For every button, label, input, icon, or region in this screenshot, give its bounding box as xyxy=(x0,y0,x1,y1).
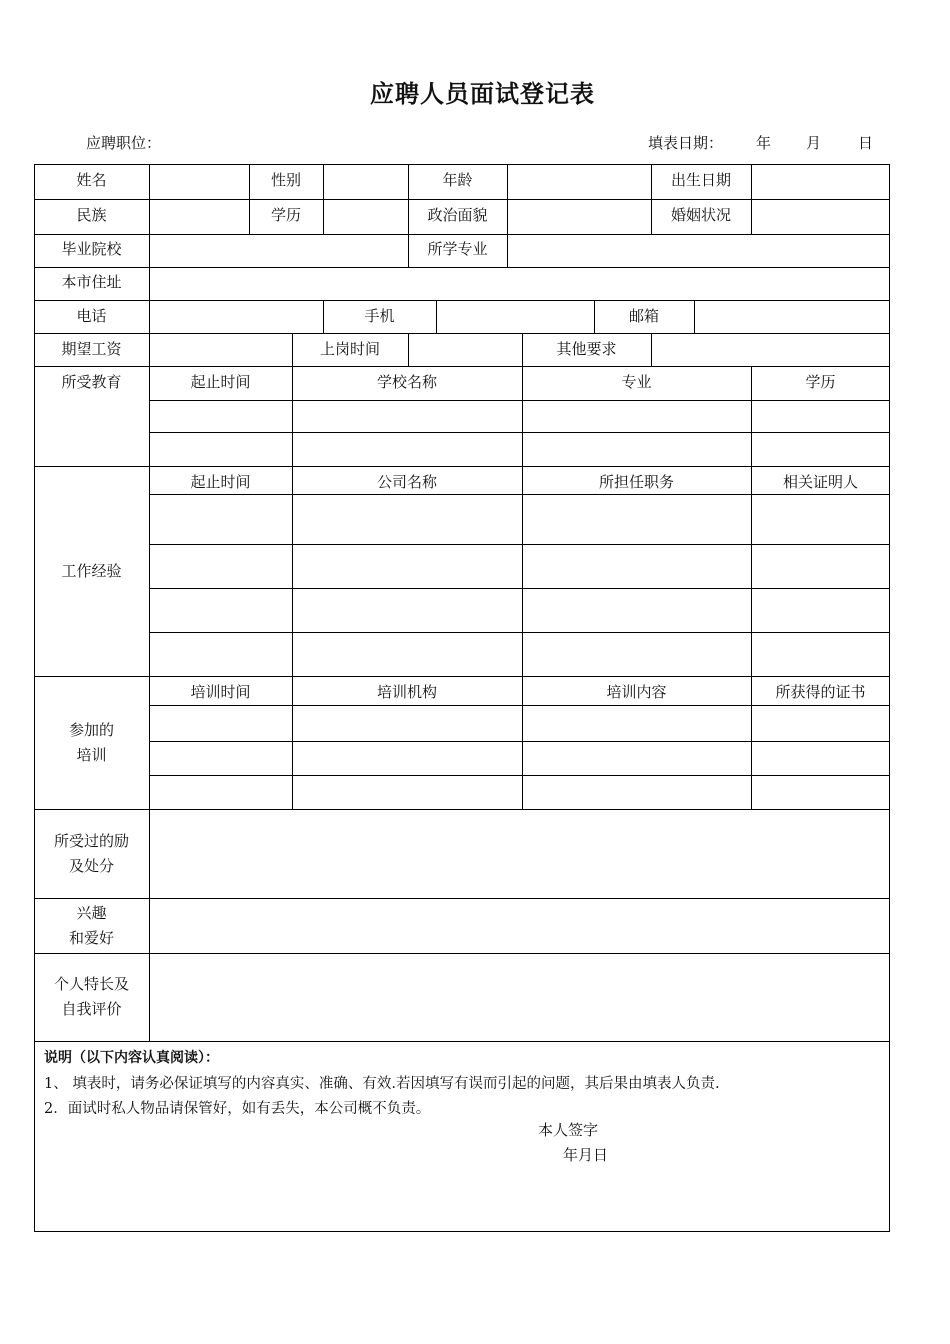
label-age: 年龄 xyxy=(442,171,473,189)
row-line xyxy=(149,494,890,495)
col-line xyxy=(751,164,752,234)
row-line xyxy=(34,366,890,367)
row-line xyxy=(34,1041,890,1042)
work-col-reference: 相关证明人 xyxy=(782,473,858,491)
form-title: 应聘人员面试登记表 xyxy=(370,80,595,108)
label-education: 学历 xyxy=(270,206,301,224)
label-work-experience: 工作经验 xyxy=(61,561,122,580)
row-line xyxy=(34,898,890,899)
label-school: 毕业院校 xyxy=(61,240,122,258)
notes-heading: 说明（以下内容认真阅读）： xyxy=(44,1050,219,1066)
row-line xyxy=(34,809,890,810)
row-line xyxy=(34,267,890,268)
label-major: 所学专业 xyxy=(427,240,488,258)
row-line xyxy=(34,953,890,954)
signature-label: 本人签字 xyxy=(538,1121,599,1139)
row-line xyxy=(34,333,890,334)
fill-date-label: 填表日期： xyxy=(648,134,724,152)
row-line xyxy=(149,400,890,401)
position-label: 应聘职位： xyxy=(86,134,162,152)
label-self-evaluation xyxy=(34,953,149,1041)
label-email: 邮箱 xyxy=(628,307,659,325)
fill-date xyxy=(648,132,878,153)
label-mobile: 手机 xyxy=(364,307,395,325)
edu-col-school: 学校名称 xyxy=(376,373,437,391)
month-label: 月 xyxy=(806,134,822,152)
training-col-institution: 培训机构 xyxy=(376,683,437,701)
label-training-line2: 培训 xyxy=(76,745,107,764)
col-line xyxy=(436,300,437,333)
row-line xyxy=(149,632,890,633)
row-line xyxy=(149,432,890,433)
col-line xyxy=(292,366,293,809)
edu-col-major: 专业 xyxy=(621,373,652,391)
row-line xyxy=(149,544,890,545)
year-label: 年 xyxy=(756,134,772,152)
training-col-certificate: 所获得的证书 xyxy=(775,683,866,701)
row-line xyxy=(149,588,890,589)
label-self-eval-line2: 自我评价 xyxy=(61,1000,122,1018)
label-phone: 电话 xyxy=(76,307,107,325)
label-ethnicity: 民族 xyxy=(76,206,107,224)
training-col-content: 培训内容 xyxy=(606,683,667,701)
col-line xyxy=(651,333,652,366)
label-education-history: 所受教育 xyxy=(61,373,122,391)
col-line xyxy=(751,366,752,809)
row-line xyxy=(34,466,890,467)
notes-item-1: 1、 填表时，请务必保证填写的内容真实、准确、有效.若因填写有误而引起的问题，其后果由填表人负责. xyxy=(44,1075,720,1092)
row-line xyxy=(34,676,890,677)
notes-item-2: 2．面试时私人物品请保管好，如有丢失，本公司概不负责。 xyxy=(44,1101,431,1117)
row-line xyxy=(149,741,890,742)
row-line xyxy=(34,234,890,235)
label-other-requirements: 其他要求 xyxy=(556,340,617,358)
label-gender: 性别 xyxy=(270,171,301,189)
row-line xyxy=(34,300,890,301)
work-col-period: 起止时间 xyxy=(190,473,251,491)
col-line xyxy=(694,300,695,333)
row-line xyxy=(149,775,890,776)
col-line xyxy=(323,164,324,234)
label-hobbies xyxy=(34,898,149,953)
col-line xyxy=(522,366,523,809)
col-line xyxy=(149,164,150,1041)
label-marital-status: 婚姻状况 xyxy=(670,206,731,224)
row-line xyxy=(34,199,890,200)
label-birth-date: 出生日期 xyxy=(670,171,731,189)
label-training-line1: 参加的 xyxy=(68,720,114,739)
work-col-company: 公司名称 xyxy=(376,473,437,491)
training-col-period: 培训时间 xyxy=(190,683,251,701)
day-label: 日 xyxy=(858,134,874,152)
col-line xyxy=(507,164,508,267)
col-line xyxy=(408,333,409,366)
edu-col-period: 起止时间 xyxy=(190,373,251,391)
work-col-position: 所担任职务 xyxy=(598,473,674,491)
notes-section xyxy=(44,1046,874,1123)
label-awards-line2: 及处分 xyxy=(68,856,114,875)
edu-col-degree: 学历 xyxy=(805,373,836,391)
label-political-status: 政治面貌 xyxy=(427,206,488,224)
label-awards xyxy=(34,809,149,898)
row-line xyxy=(149,705,890,706)
label-address: 本市住址 xyxy=(61,273,122,291)
label-start-time: 上岗时间 xyxy=(319,340,380,358)
label-hobbies-line1: 兴趣 xyxy=(76,903,107,922)
label-awards-line1: 所受过的励 xyxy=(53,831,129,850)
label-expected-salary: 期望工资 xyxy=(61,340,122,358)
signature-date: 年月日 xyxy=(563,1146,609,1164)
label-hobbies-line2: 和爱好 xyxy=(68,928,114,947)
label-name: 姓名 xyxy=(76,171,107,189)
label-self-eval-line1: 个人特长及 xyxy=(53,975,129,993)
label-training xyxy=(34,676,149,809)
